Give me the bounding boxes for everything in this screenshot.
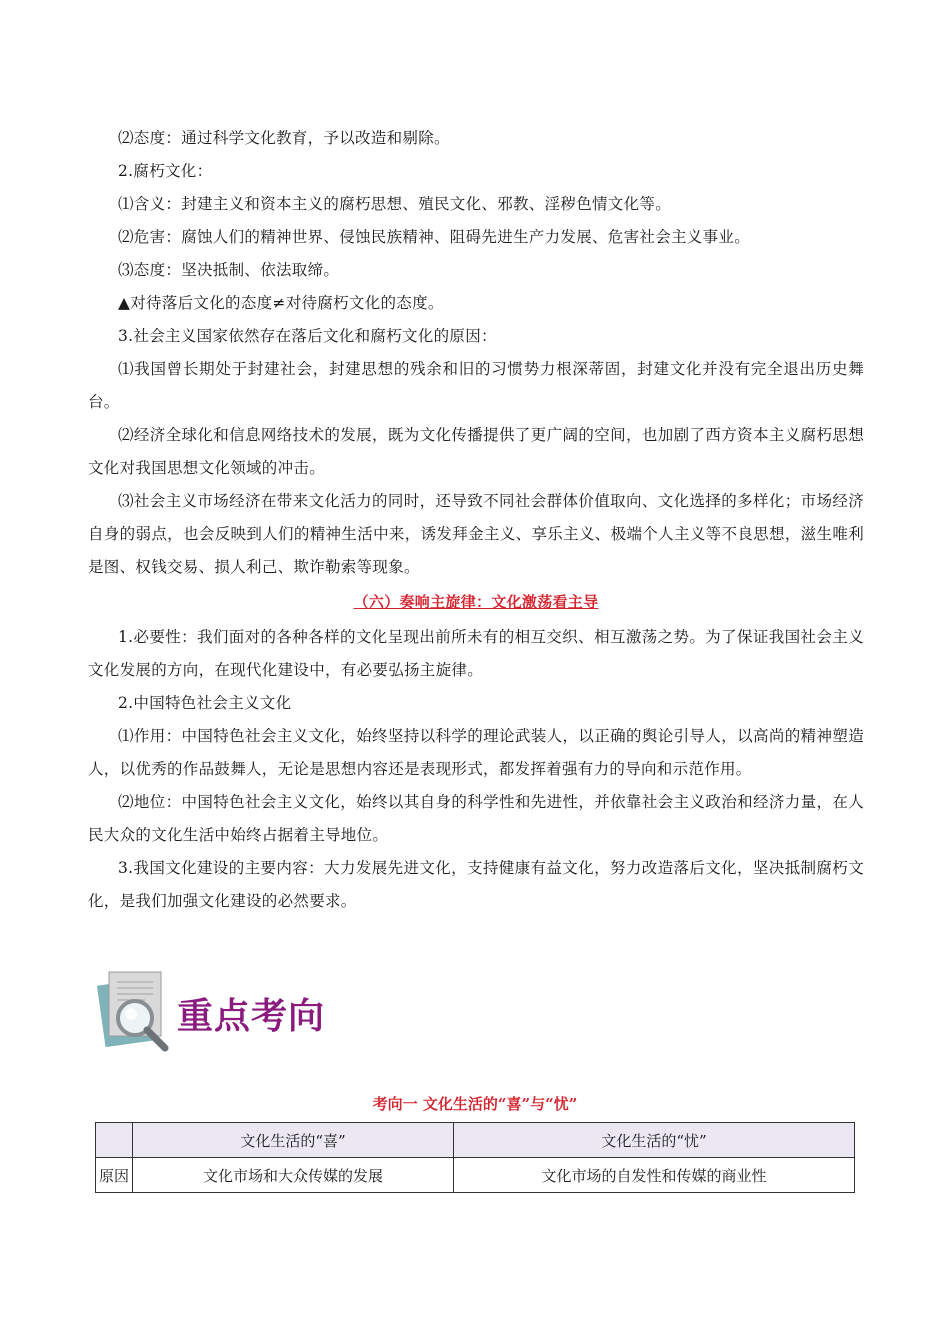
text-paragraph: ⑶社会主义市场经济在带来文化活力的同时，还导致不同社会群体价值取向、文化选择的多样化；市场经济自身的弱点，也会反映到人们的精神生活中来，诱发拜金主义、享乐主义、极端个人主义等不良思想，滋生唯利是图、权钱交易、损人利己、欺诈勒索等现象。	[88, 492, 864, 576]
table-header-cell: 文化生活的“忧”	[454, 1123, 855, 1158]
table-cell: 文化市场的自发性和传媒的商业性	[454, 1158, 855, 1193]
text-paragraph: ⑴我国曾长期处于封建社会，封建思想的残余和旧的习惯势力根深蒂固，封建文化并没有完全退出历史舞台。	[88, 360, 864, 411]
text-paragraph: 1.必要性：我们面对的各种各样的文化呈现出前所未有的相互交织、相互激荡之势。为了保证我国社会主义文化发展的方向，在现代化建设中，有必要弘扬主旋律。	[88, 628, 864, 679]
text-line: 2.中国特色社会主义文化	[118, 694, 292, 712]
text-paragraph: ⑴作用：中国特色社会主义文化，始终坚持以科学的理论武装人，以正确的舆论引导人，以高尚的精神塑造人，以优秀的作品鼓舞人，无论是思想内容还是表现形式，都发挥着强有力的导向和示范作用。	[88, 727, 864, 778]
text-line: ⑵态度：通过科学文化教育，予以改造和剔除。	[118, 129, 450, 147]
section-banner	[95, 964, 395, 1054]
text-line: ⑶态度：坚决抵制、依法取缔。	[118, 261, 340, 279]
text-line: ⑵危害：腐蚀人们的精神世界、侵蚀民族精神、阻碍先进生产力发展、危害社会主义事业。	[118, 228, 751, 246]
text-line: ⑴含义：封建主义和资本主义的腐朽思想、殖民文化、邪教、淫秽色情文化等。	[118, 195, 672, 213]
banner-title: 重点考向	[177, 996, 326, 1037]
text-line: 3.社会主义国家依然存在落后文化和腐朽文化的原因：	[118, 327, 497, 345]
table-header-cell	[96, 1123, 133, 1158]
text-paragraph: 3.我国文化建设的主要内容：大力发展先进文化，支持健康有益文化，努力改造落后文化，坚决抵制腐朽文化，是我们加强文化建设的必然要求。	[88, 859, 864, 910]
table-cell: 文化市场和大众传媒的发展	[133, 1158, 454, 1193]
comparison-table	[95, 1122, 855, 1193]
text-paragraph: ⑵经济全球化和信息网络技术的发展，既为文化传播提供了更广阔的空间，也加剧了西方资本主义腐朽思想文化对我国思想文化领域的冲击。	[88, 426, 864, 477]
table-row	[96, 1158, 855, 1193]
table-header-row	[96, 1123, 855, 1158]
text-line: ▲对待落后文化的态度≠对待腐朽文化的态度。	[118, 294, 444, 312]
kaoxiang-title: 考向一 文化生活的“喜”与“忧”	[372, 1095, 578, 1113]
body-content	[88, 122, 864, 918]
table-cell: 原因	[96, 1158, 133, 1193]
section-title: （六）奏响主旋律：文化激荡看主导	[353, 593, 599, 611]
table-header-cell: 文化生活的“喜”	[133, 1123, 454, 1158]
magnifier-document-icon	[95, 964, 185, 1054]
text-line: 2.腐朽文化：	[118, 162, 213, 180]
text-paragraph: ⑵地位：中国特色社会主义文化，始终以其自身的科学性和先进性，并依靠社会主义政治和经济力量，在人民大众的文化生活中始终占据着主导地位。	[88, 793, 864, 844]
